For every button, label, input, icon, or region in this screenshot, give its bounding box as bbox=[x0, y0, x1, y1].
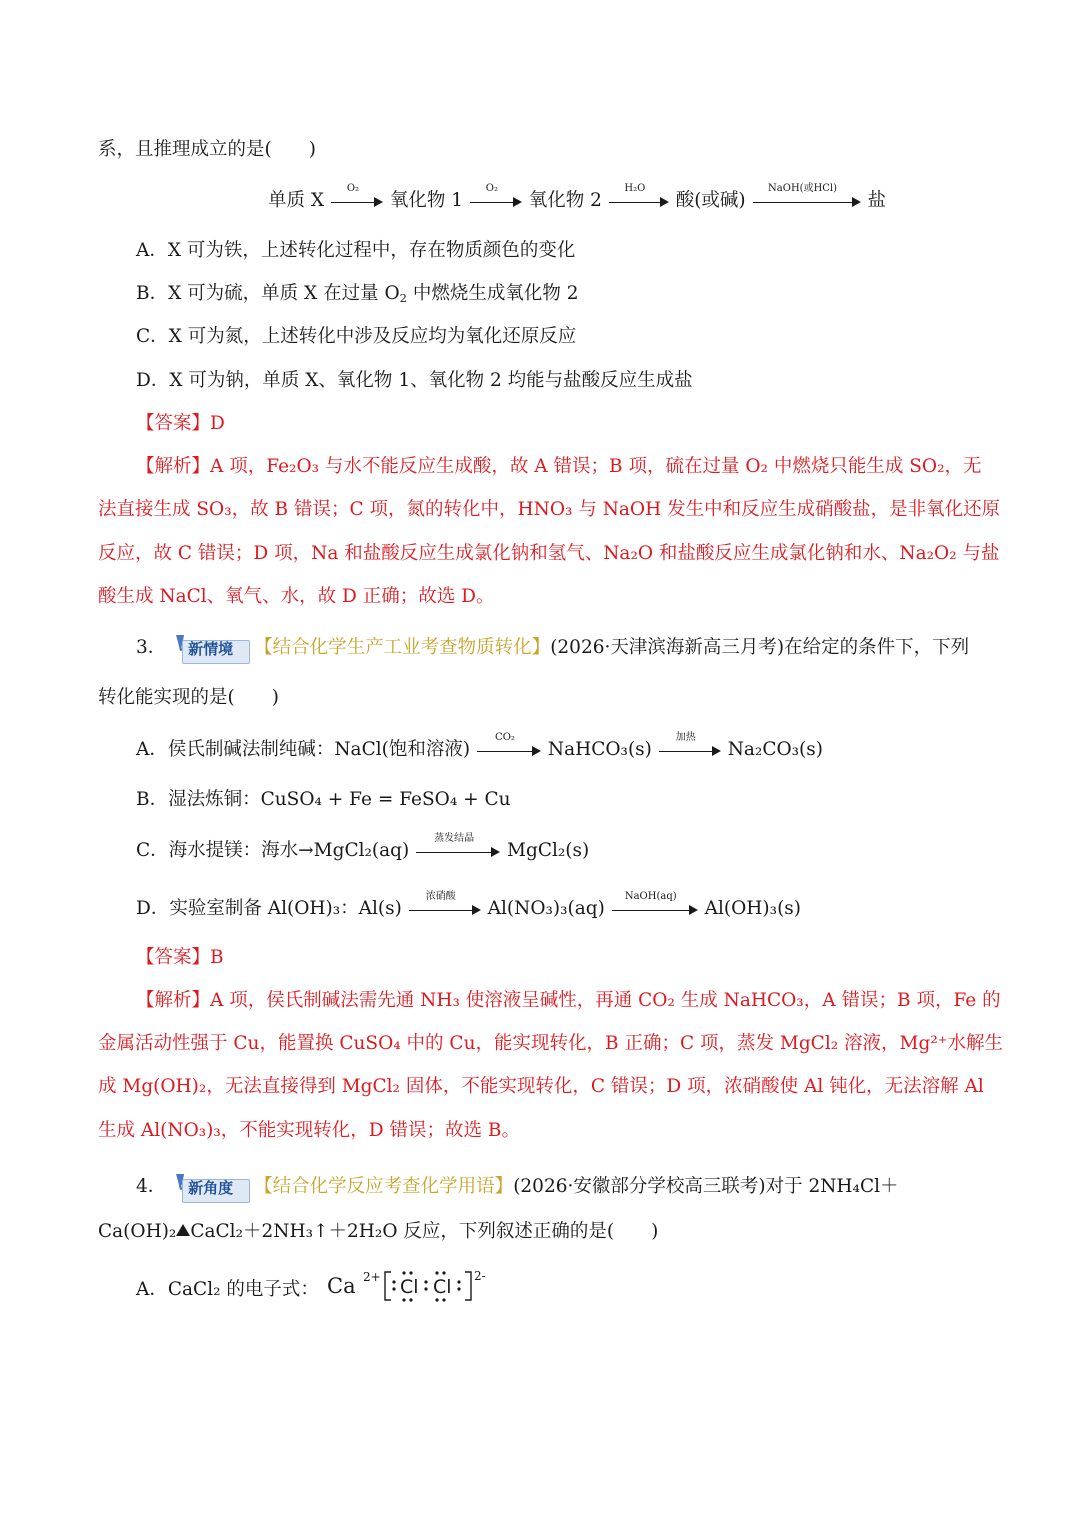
q2-option-a: A．X 可为铁，上述转化过程中，存在物质颜色的变化 bbox=[136, 240, 576, 261]
reaction-arrow: 蒸发结晶 bbox=[416, 840, 500, 862]
reaction-arrow: 加热 bbox=[659, 739, 721, 761]
q4-topic-tag: 【结合化学反应考查化学用语】 bbox=[254, 1176, 514, 1197]
q2-analysis-line: 【解析】A 项，Fe₂O₃ 与水不能反应生成酸，故 A 错误；B 项，硫在过量 O₂ 中燃烧只能生成 SO₂，无 bbox=[136, 456, 982, 477]
q2-option-c: C．X 可为氮，上述转化中涉及反应均为氧化还原反应 bbox=[136, 326, 577, 347]
q3-option-b: B．湿法炼铜：CuSO₄ + Fe = FeSO₄ + Cu bbox=[136, 789, 511, 810]
q2-conversion-chain bbox=[268, 183, 886, 212]
reaction-arrow: CO₂ bbox=[477, 739, 541, 761]
q4-source: (2026·安徽部分学校高三联考)对于 2NH₄Cl＋ bbox=[513, 1176, 899, 1197]
question-number: 4． bbox=[136, 1176, 167, 1197]
q3-analysis-line: 【解析】A 项，侯氏制碱法需先通 NH₃ 使溶液呈碱性，再通 CO₂ 生成 NaHCO₃，A 错误；B 项，Fe 的 bbox=[136, 990, 1001, 1011]
q3-option-c: C．海水提镁：海水→MgCl₂(aq) 蒸发结晶 MgCl₂(s) bbox=[136, 833, 590, 861]
chain-species: 酸(或碱) bbox=[675, 190, 746, 211]
cacl2-lewis-structure bbox=[325, 1268, 495, 1304]
q2-analysis-line: 反应，故 C 错误；D 项，Na 和盐酸反应生成氯化钠和氢气、Na₂O 和盐酸反应生成氯化钠和水、Na₂O₂ 与盐 bbox=[98, 543, 1000, 564]
q2-answer: 【答案】D bbox=[136, 413, 225, 434]
reaction-arrow: NaOH(或HCl) bbox=[753, 190, 861, 212]
analysis-label: 【解析】 bbox=[136, 990, 211, 1011]
reaction-arrow: H₂O bbox=[609, 190, 669, 212]
q2-option-b: B．X 可为硫，单质 X 在过量 $O_2$ 中燃烧生成氧化物 2 bbox=[136, 283, 579, 306]
q3-analysis-line: 金属活动性强于 Cu，能置换 CuSO₄ 中的 Cu，能实现转化，B 正确；C 项，蒸发 MgCl₂ 溶液，Mg²⁺水解生 bbox=[98, 1033, 1004, 1054]
q3-analysis-line: 生成 Al(NO₃)₃，不能实现转化，D 错误；故选 B。 bbox=[98, 1120, 520, 1141]
reaction-arrow: 浓硝酸 bbox=[409, 898, 481, 920]
q4-option-a: A．CaCl₂ 的电子式： Ca 2+ Cl Cl 2- bbox=[136, 1272, 495, 1308]
q3-stem bbox=[136, 633, 969, 663]
chain-species: 单质 X bbox=[268, 190, 325, 211]
q3-topic-tag: 【结合化学生产工业考查物质转化】 bbox=[254, 637, 551, 658]
chain-species: 氧化物 2 bbox=[528, 190, 602, 211]
lewis-charge: 2- bbox=[473, 1269, 486, 1283]
q3-stem-line2: 转化能实现的是( ) bbox=[98, 687, 279, 708]
q4-stem-line2: Ca(OH)₂ CaCl₂＋2NH₃↑＋2H₂O 反应，下列叙述正确的是( ) bbox=[98, 1221, 659, 1242]
q3-source: (2026·天津滨海新高三月考)在给定的条件下，下列 bbox=[550, 637, 970, 658]
reaction-arrow: O₂ bbox=[470, 190, 522, 212]
new-angle-badge: 新角度 bbox=[172, 1172, 250, 1202]
q2-option-d: D．X 可为钠，单质 X、氧化物 1、氧化物 2 均能与盐酸反应生成盐 bbox=[136, 370, 693, 391]
lewis-ca-charge: 2+ bbox=[362, 1270, 381, 1284]
chain-species: 盐 bbox=[867, 190, 886, 211]
new-context-badge: 新情境 bbox=[172, 633, 250, 663]
q3-analysis-line: 成 Mg(OH)₂，无法直接得到 MgCl₂ 固体，不能实现转化，C 错误；D 项，浓硝酸使 Al 钝化，无法溶解 Al bbox=[98, 1076, 984, 1097]
q3-answer: 【答案】B bbox=[136, 947, 224, 968]
chain-species: 氧化物 1 bbox=[389, 190, 463, 211]
q2-analysis-line: 酸生成 NaCl、氧气、水，故 D 正确；故选 D。 bbox=[98, 586, 495, 607]
q3-option-a: A．侯氏制碱法制纯碱：NaCl(饱和溶液) CO₂ NaHCO₃(s) 加热 Na₂CO₃(s) bbox=[136, 732, 823, 760]
lewis-ca: Ca bbox=[326, 1274, 356, 1298]
lewis-cl: Cl bbox=[399, 1276, 419, 1298]
analysis-label: 【解析】 bbox=[136, 456, 211, 477]
q2-analysis-line: 法直接生成 SO₃，故 B 错误；C 项，氮的转化中，HNO₃ 与 NaOH 发生中和反应生成硝酸盐，是非氧化还原 bbox=[98, 499, 1001, 520]
q4-stem bbox=[136, 1172, 899, 1202]
reaction-arrow: O₂ bbox=[331, 190, 383, 212]
q2-stem-tail: 系，且推理成立的是( ) bbox=[98, 139, 316, 160]
q3-option-d: D．实验室制备 Al(OH)₃：Al(s) 浓硝酸 Al(NO₃)₃(aq) NaOH(aq) Al(OH)₃(s) bbox=[136, 891, 801, 919]
heat-triangle-icon bbox=[176, 1224, 190, 1236]
question-number: 3． bbox=[136, 637, 167, 658]
reaction-arrow: NaOH(aq) bbox=[612, 898, 698, 920]
lewis-cl: Cl bbox=[432, 1276, 452, 1298]
